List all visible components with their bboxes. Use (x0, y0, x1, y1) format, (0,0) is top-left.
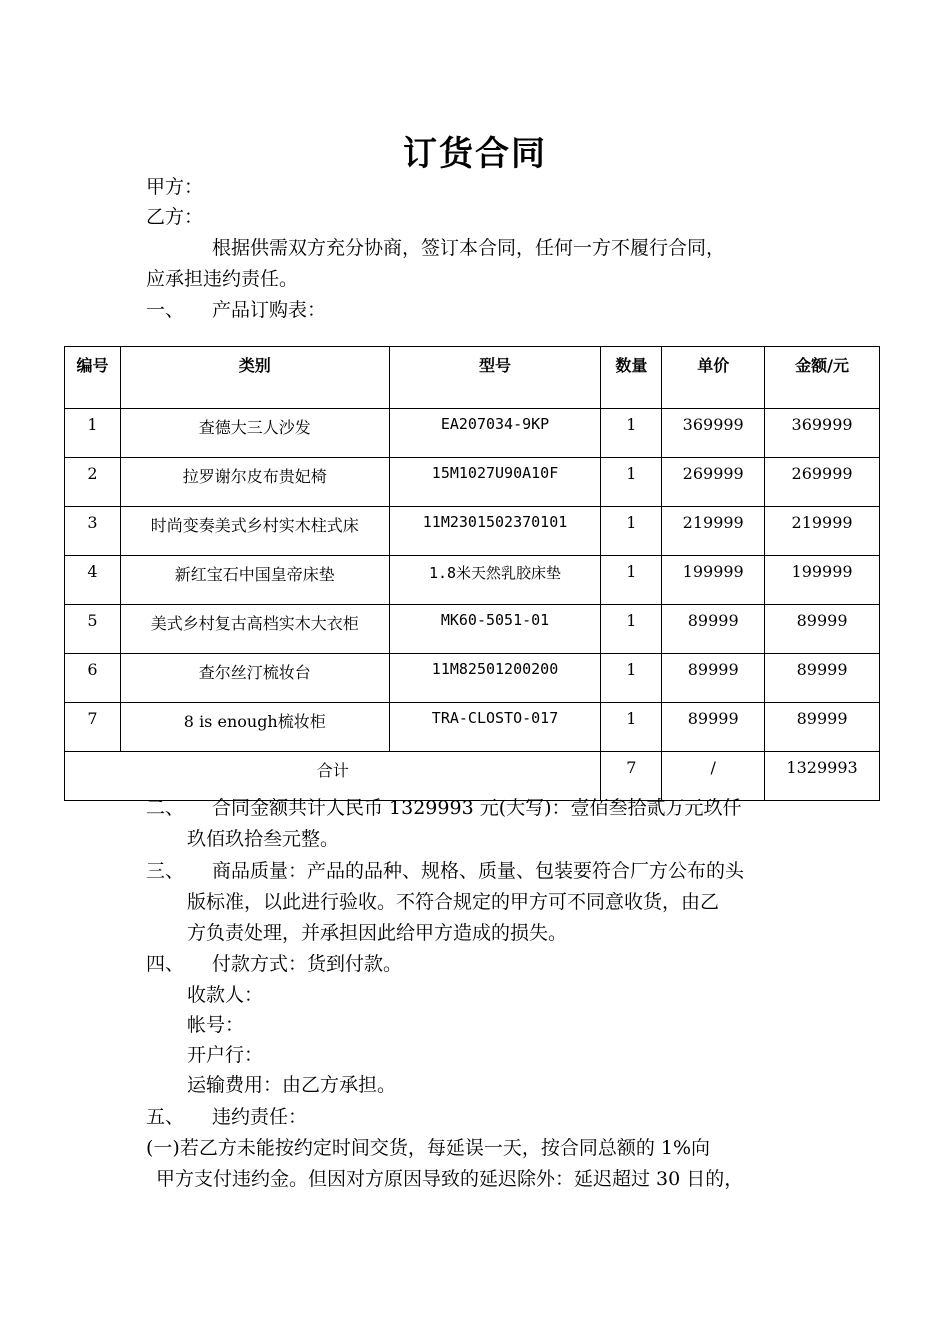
cell-id: 5 (65, 605, 121, 654)
cell-qty: 1 (601, 654, 662, 703)
cell-qty: 1 (601, 605, 662, 654)
table-header-row (65, 347, 880, 409)
cell-qty: 1 (601, 703, 662, 752)
section-4-number: 四、 (146, 953, 185, 975)
header-cell-category: 类别 (120, 347, 389, 409)
cell-model: 15M1027U90A10F (389, 458, 601, 507)
bank-label: 开户行： (187, 1044, 264, 1066)
header-cell-amount: 金额/元 (765, 347, 880, 409)
section-4-line (146, 949, 402, 979)
table-row (65, 605, 880, 654)
section-2-line-1 (146, 793, 742, 823)
cell-qty: 1 (601, 507, 662, 556)
cell-qty: 1 (601, 409, 662, 458)
cell-qty: 1 (601, 556, 662, 605)
section-5-number: 五、 (146, 1106, 185, 1128)
cell-price: 199999 (662, 556, 765, 605)
section-3-text-1: 商品质量：产品的品种、规格、质量、包装要符合厂方公布的头 (212, 860, 745, 882)
clause-1-line-1: (一)若乙方未能按约定时间交货，每延误一天，按合同总额的 1%向 (146, 1137, 711, 1159)
cell-price: 269999 (662, 458, 765, 507)
section-5-text: 违约责任： (212, 1106, 308, 1128)
cell-model: 11M2301502370101 (389, 507, 601, 556)
section-2-text-1: 合同金额共计人民币 1329993 元(大写)：壹佰叁拾贰万元玖仟 (212, 797, 742, 819)
section-2-line-2: 玖佰玖拾叁元整。 (187, 828, 340, 850)
cell-model: MK60-5051-01 (389, 605, 601, 654)
table-row (65, 703, 880, 752)
section-4-text: 付款方式：货到付款。 (212, 953, 403, 975)
header-cell-price: 单价 (662, 347, 765, 409)
payee-label: 收款人： (187, 984, 264, 1006)
total-qty: 7 (601, 752, 662, 801)
intro-line-1: 根据供需双方充分协商，签订本合同，任何一方不履行合同， (212, 237, 726, 259)
cell-amount: 89999 (765, 654, 880, 703)
table-row (65, 409, 880, 458)
cell-price: 369999 (662, 409, 765, 458)
cell-qty: 1 (601, 458, 662, 507)
table-row (65, 458, 880, 507)
total-price: / (662, 752, 765, 801)
cell-category: 美式乡村复古高档实木大衣柜 (120, 605, 389, 654)
cell-category: 新红宝石中国皇帝床垫 (120, 556, 389, 605)
section-3-line-2: 版标准，以此进行验收。不符合规定的甲方可不同意收货，由乙 (187, 891, 720, 913)
clause-1-line-2: 甲方支付违约金。但因对方原因导致的延迟除外：延迟超过 30 日的， (156, 1168, 744, 1190)
section-2-number: 二、 (146, 797, 185, 819)
cell-category: 查德大三人沙发 (120, 409, 389, 458)
party-b-label: 乙方： (146, 206, 204, 228)
document-title: 订货合同 (403, 134, 547, 174)
cell-id: 6 (65, 654, 121, 703)
cell-model: EA207034-9KP (389, 409, 601, 458)
cell-amount: 89999 (765, 703, 880, 752)
cell-amount: 199999 (765, 556, 880, 605)
shipping-line: 运输费用：由乙方承担。 (187, 1074, 397, 1096)
cell-model: 1.8米天然乳胶床垫 (389, 556, 601, 605)
cell-id: 3 (65, 507, 121, 556)
section-1-number: 一、 (146, 299, 185, 321)
cell-id: 2 (65, 458, 121, 507)
cell-amount: 369999 (765, 409, 880, 458)
cell-model: TRA-CLOSTO-017 (389, 703, 601, 752)
header-cell-id: 编号 (65, 347, 121, 409)
table-row (65, 654, 880, 703)
intro-line-2: 应承担违约责任。 (146, 268, 299, 290)
cell-model: 11M82501200200 (389, 654, 601, 703)
section-3-line-1 (146, 856, 744, 886)
total-amount: 1329993 (765, 752, 880, 801)
section-3-number: 三、 (146, 860, 185, 882)
cell-category: 查尔丝汀梳妆台 (120, 654, 389, 703)
cell-id: 4 (65, 556, 121, 605)
account-label: 帐号： (187, 1014, 245, 1036)
total-label: 合计 (65, 752, 601, 801)
cell-id: 1 (65, 409, 121, 458)
cell-amount: 269999 (765, 458, 880, 507)
section-1-heading (146, 295, 326, 325)
cell-category: 8 is enough梳妆柜 (120, 703, 389, 752)
cell-amount: 89999 (765, 605, 880, 654)
cell-price: 89999 (662, 605, 765, 654)
cell-price: 89999 (662, 703, 765, 752)
cell-category: 时尚变奏美式乡村实木柱式床 (120, 507, 389, 556)
header-cell-model: 型号 (389, 347, 601, 409)
table-row (65, 507, 880, 556)
party-a-label: 甲方： (146, 176, 204, 198)
cell-amount: 219999 (765, 507, 880, 556)
order-table (64, 346, 880, 801)
section-5-line (146, 1102, 307, 1132)
cell-price: 219999 (662, 507, 765, 556)
header-cell-qty: 数量 (601, 347, 662, 409)
table-row (65, 556, 880, 605)
cell-id: 7 (65, 703, 121, 752)
cell-category: 拉罗谢尔皮布贵妃椅 (120, 458, 389, 507)
cell-price: 89999 (662, 654, 765, 703)
section-3-line-3: 方负责处理，并承担因此给甲方造成的损失。 (187, 922, 568, 944)
section-1-text: 产品订购表： (212, 299, 327, 321)
